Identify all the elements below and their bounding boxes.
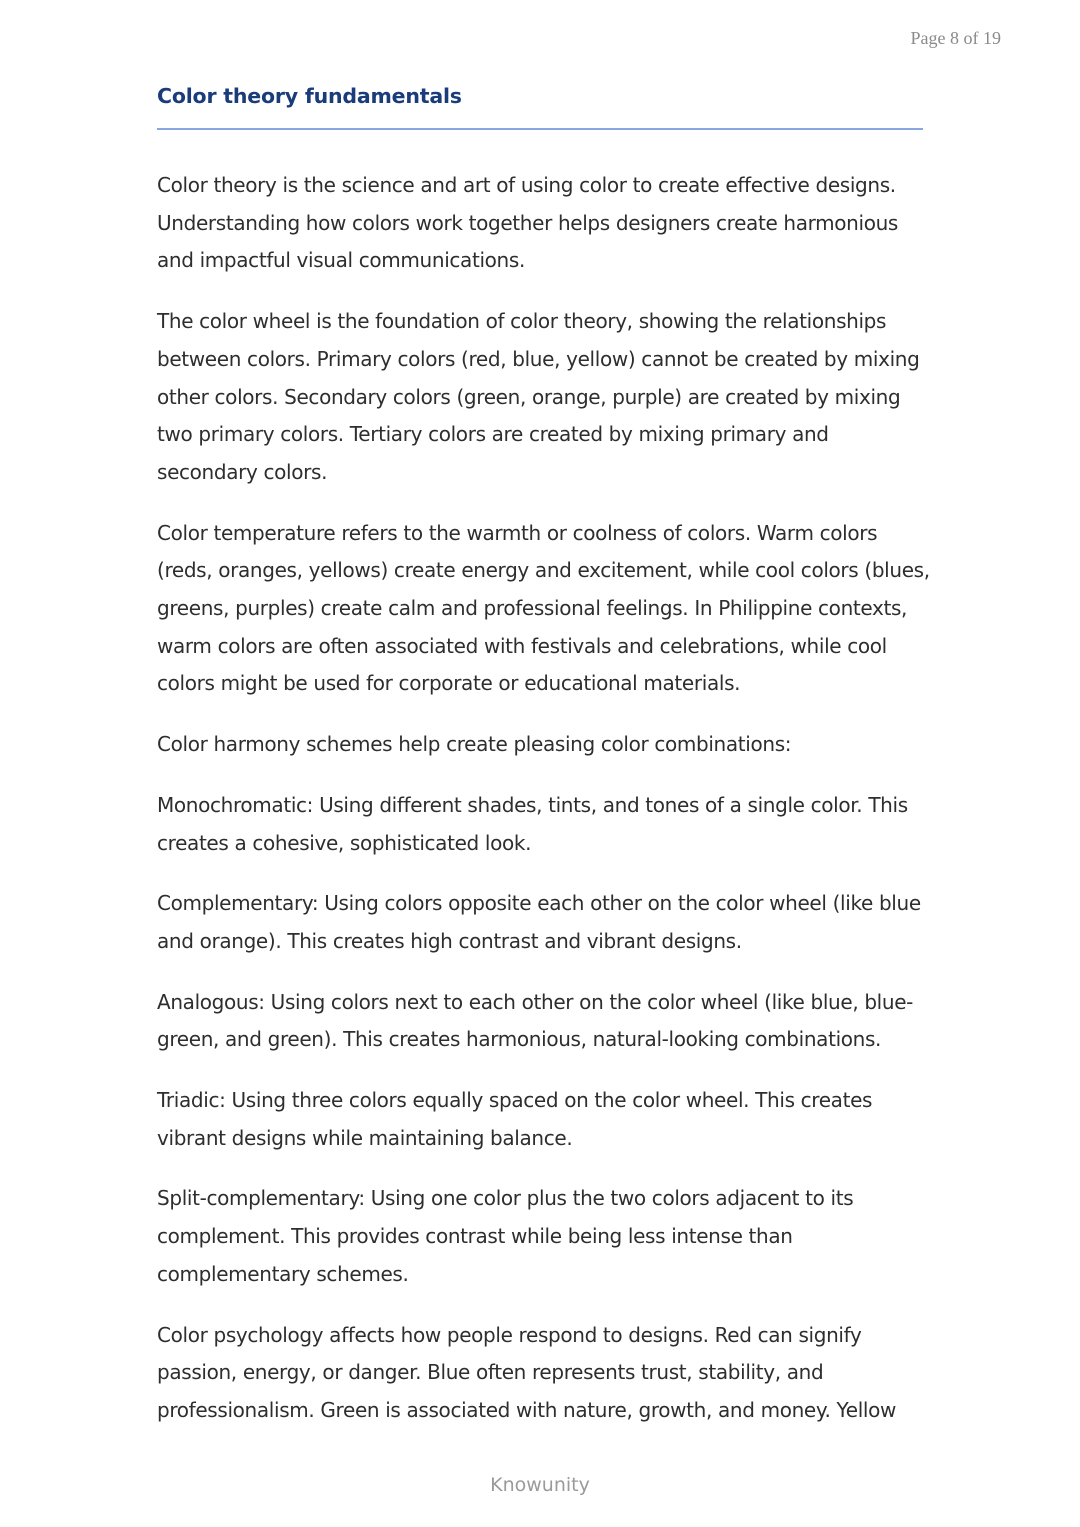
paragraph-color-temperature: Color temperature refers to the warmth or coolness of colors. Warm colors (reds, oranges, yellows) create energy and excitement, while cool colors (blues, greens, purples) create calm and professional feelings. In Philippine contexts, warm colors are often associated with festivals and celebrations, while cool colors might be used for corporate or educational materials. [157,520,930,696]
title-divider [157,128,923,130]
page-number: Page 8 of 19 [910,28,1001,48]
paragraph-split-complementary: Split-complementary: Using one color plus the two colors adjacent to its complement. This provides contrast while being less intense than complementary schemes. [157,1186,854,1286]
paragraph-triadic: Triadic: Using three colors equally spaced on the color wheel. This creates vibrant designs while maintaining balance. [157,1088,873,1150]
document-body [157,167,932,1453]
paragraph-monochromatic: Monochromatic: Using different shades, tints, and tones of a single color. This creates a cohesive, sophisticated look. [157,792,908,855]
paragraph-color-wheel: The color wheel is the foundation of color theory, showing the relationships between colors. Primary colors (red, blue, yellow) cannot be created by mixing other colors. Secondary colors (green, orange, purple) are created by mixing two primary colors. Tertiary colors are created by mixing primary and secondary colors. [157,309,920,484]
footer-brand: Knowunity [490,1474,590,1496]
paragraph-complementary: Complementary: Using colors opposite each other on the color wheel (like blue and orange). This creates high contrast and vibrant designs. [157,891,921,953]
section-title: Color theory fundamentals [157,84,462,108]
paragraph-intro: Color theory is the science and art of using color to create effective designs. Understanding how colors work together helps designers create harmonious and impactful visual communications. [157,173,898,273]
paragraph-analogous: Analogous: Using colors next to each other on the color wheel (like blue, blue-green, and green). This creates harmonious, natural-looking combinations. [157,989,914,1052]
paragraph-harmony-intro: Color harmony schemes help create pleasing color combinations: [157,732,792,757]
paragraph-color-psychology: Color psychology affects how people respond to designs. Red can signify passion, energy, or danger. Blue often represents trust, stability, and professionalism. Green is associated with nature, growth, and money. Yellow [157,1322,897,1422]
